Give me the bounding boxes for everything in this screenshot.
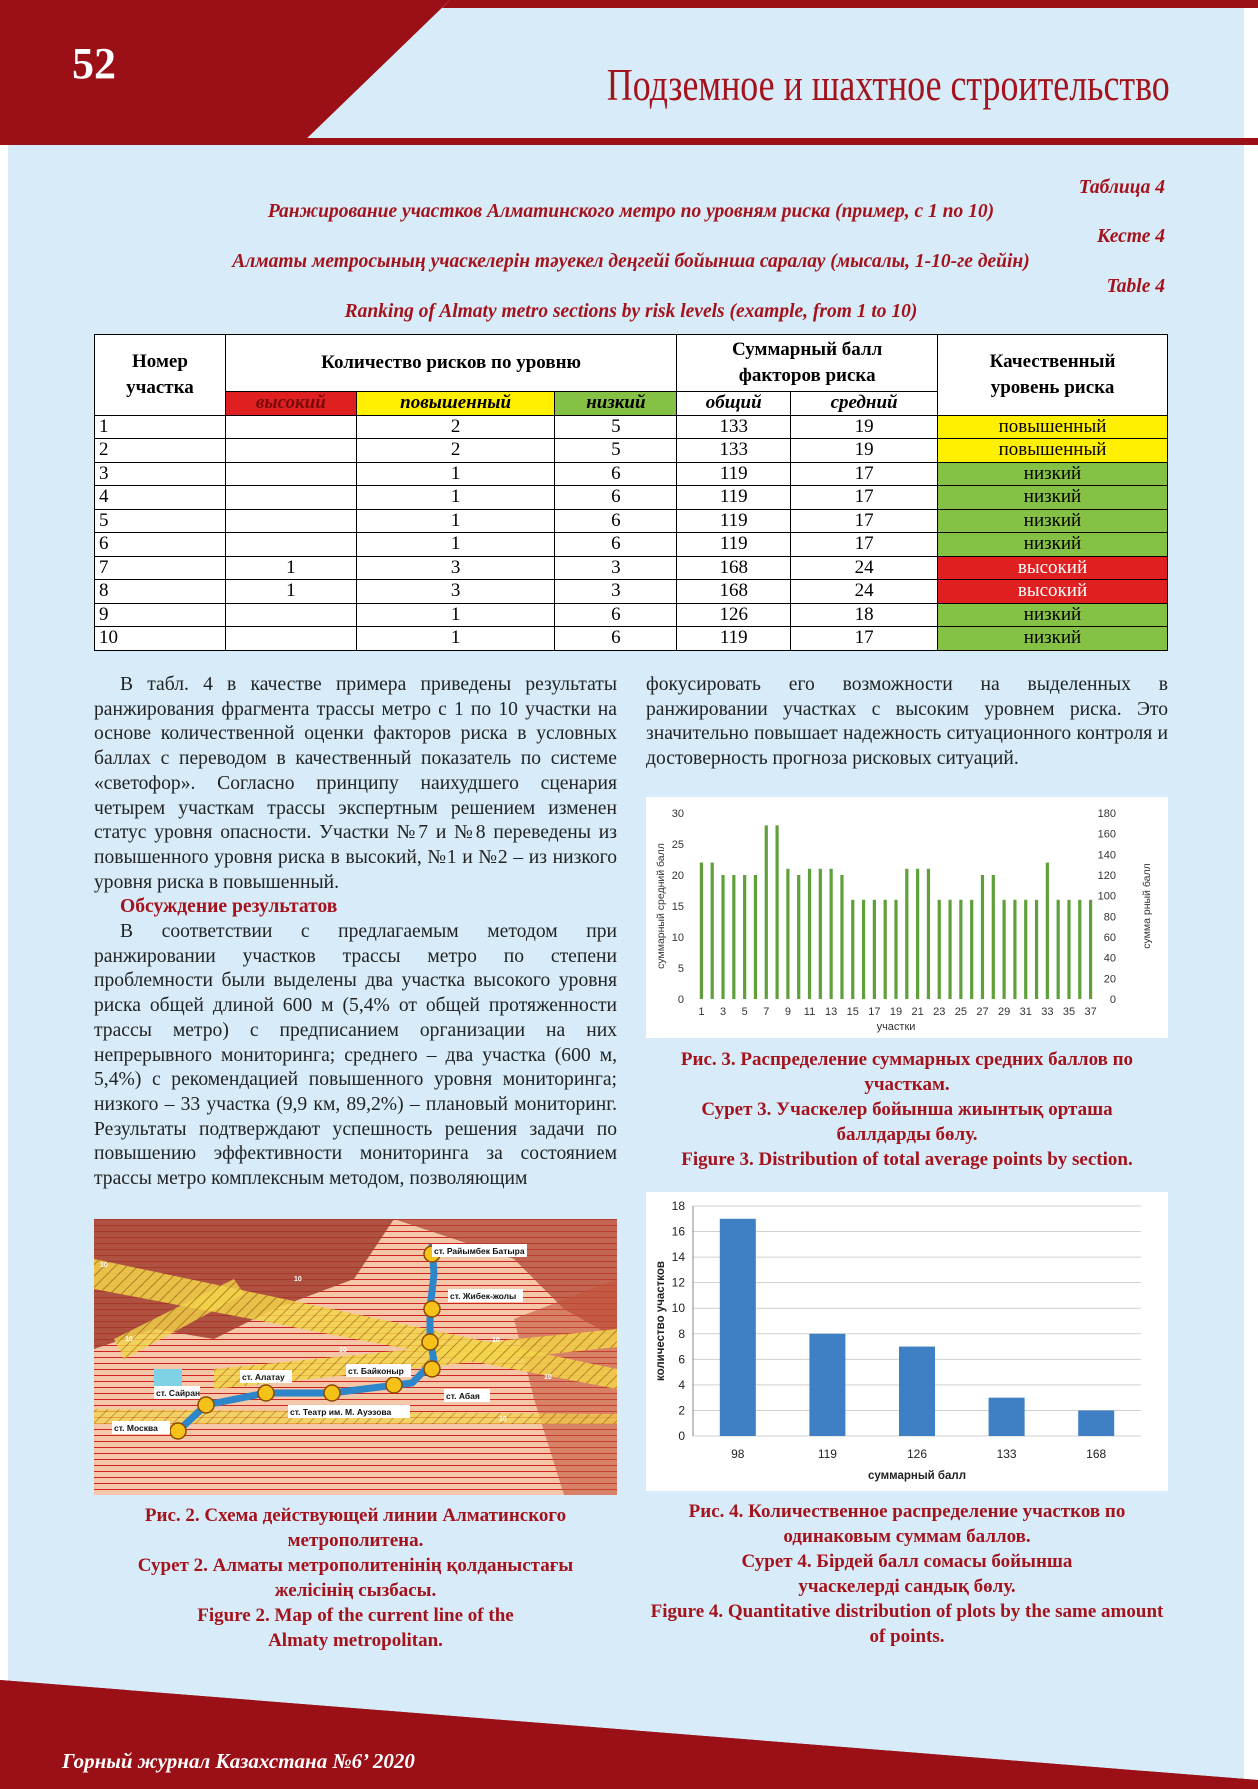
x-tick-label: 29 [997,1006,1011,1018]
table-cell-n: 10 [95,627,226,651]
y2-axis-label: сумма рный балл [1141,863,1153,949]
x-tick-label: 27 [976,1006,989,1018]
y-tick-label: 14 [671,1250,685,1265]
caption-en: Figure 3. Distribution of total average points by section. [681,1149,1133,1170]
y-tick-label: 18 [671,1199,685,1213]
y2-tick-label: 140 [1097,849,1116,862]
table-cell-q: низкий [938,627,1168,651]
table-cell-l: 3 [555,556,677,580]
map-number: 10 [339,1347,347,1354]
table-cell-h [225,627,356,651]
map-number: 10 [492,1337,500,1344]
x-tick-label: 21 [911,1006,924,1018]
bar-section-11 [808,869,811,999]
y-tick-label: 6 [678,1352,685,1367]
table-row [95,462,1168,486]
table-cell-a: 24 [791,580,938,604]
bar-section-35 [1067,900,1070,999]
table-row [95,556,1168,580]
table-cell-h [225,603,356,627]
bar-section-36 [1078,900,1081,999]
bar-section-4 [732,875,735,999]
map-number: 10 [125,1336,133,1343]
table-cell-a: 17 [791,462,938,486]
table-cell-h [225,462,356,486]
bar-section-34 [1057,900,1060,999]
y-axis-label: суммарный средний балл [655,843,667,969]
table-title-en: Ranking of Almaty metro sections by risk levels (example, from 1 to 10) [344,301,918,322]
table-cell-l: 6 [555,486,677,510]
table-cell-q: повышенный [938,439,1168,463]
table-cell-n: 5 [95,509,226,533]
table-cell-n: 6 [95,533,226,557]
x-tick-label: 19 [889,1006,903,1018]
chart-3-svg [646,797,1168,1038]
table-cell-e: 1 [356,533,555,557]
table-cell-t: 119 [677,462,791,486]
map-number: 10 [499,1416,507,1423]
table-cell-q: низкий [938,509,1168,533]
bar-119 [809,1334,845,1436]
x-tick-label: 31 [1019,1006,1032,1018]
bar-section-23 [938,900,941,999]
left-column-text [94,673,617,1192]
bar-section-7 [765,825,768,999]
table-cell-a: 19 [791,439,938,463]
metro-map [94,1219,617,1495]
bar-section-24 [948,900,951,999]
table-cell-n: 4 [95,486,226,510]
caption-en: Figure 2. Map of the current line of the Almaty metropolitan. [197,1605,514,1651]
x-tick-label: 5 [741,1006,748,1018]
x-tick-label: 7 [763,1006,770,1018]
table-cell-a: 17 [791,509,938,533]
bar-98 [720,1219,756,1436]
y-tick-label: 15 [671,901,684,913]
station-label: ст. Райымбек Батыра [434,1246,525,1256]
table-cell-n: 2 [95,439,226,463]
bar-section-33 [1046,863,1049,999]
y-tick-label: 10 [671,932,684,944]
y-tick-label: 20 [671,870,684,882]
bar-section-14 [840,875,843,999]
map-number: 10 [100,1262,108,1269]
table-cell-l: 3 [555,580,677,604]
risk-table [94,334,1168,651]
bar-section-29 [1003,900,1006,999]
x-tick-label: 15 [846,1006,859,1018]
table-cell-a: 17 [791,533,938,557]
bar-section-20 [905,869,908,999]
header-elevated: повышенный [356,392,555,416]
x-tick-label: 17 [868,1006,881,1018]
y2-tick-label: 0 [1109,994,1116,1006]
bar-section-9 [786,869,789,999]
bar-133 [989,1398,1025,1436]
table-cell-n: 7 [95,556,226,580]
bar-section-8 [775,825,778,999]
x-axis-label: суммарный балл [867,1470,967,1482]
table-label-kz: Кесте 4 [1097,226,1165,247]
figure-4-caption [640,1499,1174,1649]
table-cell-e: 3 [356,580,555,604]
paragraph: фокусировать его возможности на выделенных в ранжировании участках с высоким уровнем риска. Это значительно повышает надежность ситуационного контроля и достоверность прогноза рисковых ситуаций. [646,674,1168,770]
map-number: 10 [544,1374,552,1381]
table-cell-n: 1 [95,415,226,439]
figure-3-caption [640,1047,1174,1172]
y-tick-label: 16 [671,1224,685,1239]
y-tick-label: 4 [678,1377,685,1392]
bar-section-21 [916,869,919,999]
y-tick-label: 8 [678,1326,685,1341]
bar-section-28 [992,875,995,999]
table-cell-e: 2 [356,439,555,463]
y2-tick-label: 160 [1097,828,1116,841]
table-title-kz: Алматы метросының учаскелерін тәуекел деңгейі бойынша саралау (мысалы, 1-10-ге дейін) [232,251,1030,272]
table-cell-e: 1 [356,486,555,510]
bar-section-22 [927,869,930,999]
bar-section-25 [959,900,962,999]
x-tick-label: 23 [933,1006,946,1018]
bar-126 [899,1347,935,1436]
bar-section-2 [711,863,714,999]
table-cell-a: 18 [791,603,938,627]
table-cell-e: 1 [356,509,555,533]
table-cell-h: 1 [225,556,356,580]
table-cell-e: 3 [356,556,555,580]
table-row [95,533,1168,557]
x-tick-label: 168 [1086,1447,1107,1461]
table-cell-l: 6 [555,627,677,651]
bar-section-3 [721,875,724,999]
bar-section-16 [862,900,865,999]
table-row [95,415,1168,439]
header-high: высокий [225,392,356,416]
y-axis-label: количество участков [655,1261,667,1381]
table-cell-e: 1 [356,462,555,486]
table-cell-l: 6 [555,462,677,486]
metro-map-svg [94,1219,617,1495]
y2-tick-label: 80 [1103,911,1116,924]
x-tick-label: 133 [996,1447,1017,1461]
caption-ru: Рис. 3. Распределение суммарных средних баллов по участкам. [680,1049,1134,1095]
heading-discussion: Обсуждение результатов [120,896,338,918]
station-label: ст. Жибек-жолы [450,1291,517,1301]
y-tick-label: 25 [671,839,684,851]
table-cell-l: 5 [555,415,677,439]
x-tick-label: 13 [825,1006,838,1018]
caption-kz: Сурет 2. Алматы метрополитенінің қолданыстағы желісінің сызбасы. [137,1555,574,1601]
bar-section-18 [884,900,887,999]
table-cell-l: 6 [555,509,677,533]
table-row [95,580,1168,604]
bar-section-30 [1013,900,1016,999]
station-label: ст. Театр им. М. Ауэзова [290,1407,392,1417]
header-total-score: Суммарный балл факторов риска [677,335,938,392]
table-cell-q: низкий [938,486,1168,510]
table-cell-a: 17 [791,486,938,510]
caption-ru: Рис. 2. Схема действующей линии Алматинского метрополитена. [144,1505,567,1551]
table-cell-l: 5 [555,439,677,463]
bar-section-17 [873,900,876,999]
header-risk-count: Количество рисков по уровню [225,335,676,392]
table-cell-h: 1 [225,580,356,604]
figure-3-chart [646,797,1168,1038]
caption-ru: Рис. 4. Количественное распределение участков по одинаковым суммам баллов. [688,1501,1126,1547]
table-cell-l: 6 [555,603,677,627]
x-tick-label: 119 [817,1447,837,1461]
table-cell-q: высокий [938,556,1168,580]
table-cell-l: 6 [555,533,677,557]
bar-section-37 [1089,900,1092,999]
table-row [95,603,1168,627]
x-tick-label: 3 [719,1006,727,1018]
x-tick-label: 37 [1084,1006,1097,1018]
bar-section-19 [894,900,897,999]
table-cell-t: 168 [677,556,791,580]
bar-section-1 [700,863,703,999]
station-label: ст. Москва [114,1423,158,1433]
bar-section-10 [797,875,800,999]
table-cell-e: 1 [356,603,555,627]
table-row [95,439,1168,463]
table-cell-t: 126 [677,603,791,627]
table-cell-t: 168 [677,580,791,604]
figure-4-chart [646,1192,1168,1491]
table-title-ru: Ранжирование участков Алматинского метро по уровням риска (пример, с 1 по 10) [267,201,995,222]
caption-kz: Сурет 4. Бірдей балл сомасы бойынша учаскелерді сандық бөлу. [741,1551,1073,1597]
y2-tick-label: 180 [1097,808,1116,820]
figure-2-caption [94,1503,617,1653]
paragraph: В соответствии с предлагаемым методом при ранжировании участков трассы метро по степени проблемности были выделены два участка высокого уровня риска общей длиной 600 м (5,4% от общей протяженности трассы метро) с предписанием организации на них непрерывного мониторинга; среднего – два участка (600 м, 5,4%) с рекомендацией повышенного уровня мониторинга; низкого – 33 участка (9,9 км, 89,2%) – плановый мониторинг. Результаты подтверждают успешность решения задачи по повышению эффективности мониторинга за состоянием трассы метро комплексным методом, позволяющим [94,921,617,1190]
x-tick-label: 33 [1041,1006,1054,1018]
table-cell-t: 133 [677,439,791,463]
table-cell-h [225,439,356,463]
table-cell-q: повышенный [938,415,1168,439]
bar-section-32 [1035,900,1038,999]
table-cell-e: 1 [356,627,555,651]
paragraph: В табл. 4 в качестве примера приведены результаты ранжирования фрагмента трассы метро с 1 по 10 участки на основе количественной оценки факторов риска в условных баллах с переводом в качественный показатель по системе «светофор». Согласно принципу наихудшего сценария четырем участкам трассы экспертным решением изменен статус уровня опасности. Участки №7 и №8 переведены из повышенного уровня риска в высокий, №1 и №2 – из низкого уровня риска в повышенный. [94,674,617,893]
station-label: ст. Алатау [242,1372,285,1382]
bar-section-5 [743,875,746,999]
header-total: общий [677,392,791,416]
table-cell-t: 119 [677,509,791,533]
table-label-ru: Таблица 4 [1078,177,1165,198]
x-axis-label: участки [876,1021,916,1033]
x-tick-label: 1 [698,1006,705,1018]
y-tick-label: 30 [671,808,684,820]
table-cell-h [225,509,356,533]
x-tick-label: 11 [803,1006,816,1018]
y2-tick-label: 40 [1103,952,1116,965]
chart-4-svg [646,1192,1168,1491]
table-row [95,486,1168,510]
table-cell-t: 119 [677,627,791,651]
table-row [95,509,1168,533]
table-row [95,627,1168,651]
bar-section-12 [819,869,822,999]
table-cell-e: 2 [356,415,555,439]
y2-tick-label: 120 [1097,870,1116,882]
table-label-en: Table 4 [1106,276,1165,297]
station-label: ст. Сайран [156,1388,201,1398]
y-tick-label: 5 [677,963,684,975]
table-cell-a: 17 [791,627,938,651]
table-cell-q: низкий [938,603,1168,627]
page-number: 52 [72,39,116,88]
bar-section-6 [754,875,757,999]
y-tick-label: 10 [671,1301,685,1316]
y-tick-label: 0 [677,994,684,1006]
x-tick-label: 25 [954,1006,967,1018]
header-low: низкий [555,392,677,416]
bar-168 [1078,1410,1114,1436]
bar-section-26 [970,900,973,999]
table-cell-t: 119 [677,533,791,557]
caption-en: Figure 4. Quantitative distribution of plots by the same amount of points. [650,1601,1164,1647]
station-label: ст. Абая [446,1391,480,1401]
y-tick-label: 12 [671,1275,685,1290]
map-number: 10 [294,1276,302,1283]
bar-section-31 [1024,900,1027,999]
table-cell-t: 133 [677,415,791,439]
table-cell-n: 8 [95,580,226,604]
y2-tick-label: 60 [1103,932,1116,944]
table-cell-n: 9 [95,603,226,627]
y2-tick-label: 100 [1097,890,1116,903]
x-tick-label: 9 [784,1006,791,1018]
table-cell-t: 119 [677,486,791,510]
table-cell-q: низкий [938,462,1168,486]
table-cell-q: низкий [938,533,1168,557]
table-cell-q: высокий [938,580,1168,604]
table-cell-h [225,415,356,439]
x-tick-label: 98 [731,1447,745,1461]
table-cell-h [225,486,356,510]
table-cell-h [225,533,356,557]
station-label: ст. Байконыр [348,1366,404,1376]
bar-section-13 [830,869,833,999]
table-cell-a: 24 [791,556,938,580]
right-column-text [646,673,1168,772]
y2-tick-label: 20 [1103,973,1116,986]
bar-section-27 [981,875,984,999]
table-cell-n: 3 [95,462,226,486]
section-title: Подземное и шахтное строительство [607,59,1170,110]
x-tick-label: 126 [906,1447,928,1461]
bar-section-15 [851,900,854,999]
caption-kz: Сурет 3. Учаскелер бойынша жиынтық орташа баллдарды бөлу. [701,1099,1113,1145]
header-average: средний [791,392,938,416]
y-tick-label: 2 [678,1403,685,1418]
footer-journal: Горный журнал Казахстана №6’ 2020 [62,1749,415,1773]
header-section-no: Номер участка [95,335,226,416]
y-tick-label: 0 [678,1429,685,1443]
table-cell-a: 19 [791,415,938,439]
x-tick-label: 35 [1062,1006,1076,1018]
header-quality: Качественный уровень риска [938,335,1168,416]
